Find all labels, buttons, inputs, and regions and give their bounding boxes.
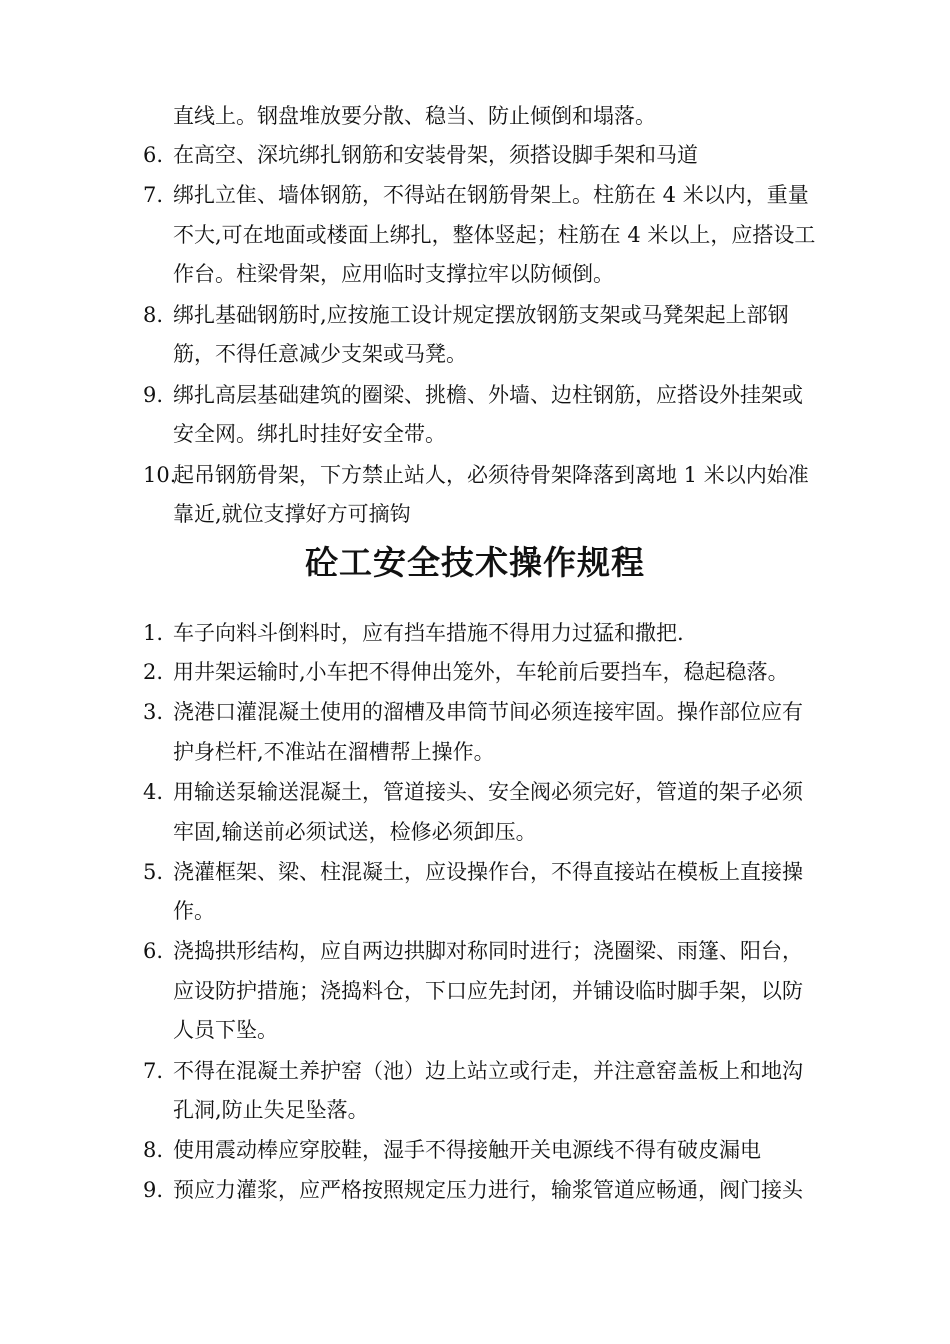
item-number: 9. — [143, 383, 164, 407]
item-text: 人员下坠。 — [173, 1018, 278, 1042]
item-text: 起吊钢筋骨架，下方禁止站人，必须待骨架降落到离地 1 米以内始准 — [173, 463, 809, 487]
item-text: 浇灌框架、梁、柱混凝土，应设操作台，不得直接站在模板上直接操 — [173, 860, 803, 884]
item-text: 用井架运输时,小车把不得伸出笼外，车轮前后要挡车，稳起稳落。 — [173, 660, 789, 684]
list-item — [0, 1130, 950, 1170]
item-text: 预应力灌浆，应严格按照规定压力进行，输浆管道应畅通，阀门接头 — [173, 1178, 803, 1202]
item-text: 绑扎立隹、墙体钢筋，不得站在钢筋骨架上。柱筋在 4 米以内，重量 — [173, 183, 809, 207]
item-text: 浇捣拱形结构，应自两边拱脚对称同时进行；浇圈梁、雨篷、阳台， — [173, 939, 803, 963]
item-text: 浇港口灌混凝土使用的溜槽及串筒节间必须连接牢固。操作部位应有 — [173, 700, 803, 724]
item-number: 3. — [143, 700, 164, 724]
item-text: 直线上。钢盘堆放要分散、稳当、防止倾倒和塌落。 — [173, 104, 656, 128]
list-item-continuation — [0, 1090, 950, 1130]
list-item-continuation — [0, 812, 950, 852]
item-text: 靠近,就位支撑好方可摘钩 — [173, 502, 411, 526]
item-text: 安全网。绑扎时挂好安全带。 — [173, 422, 446, 446]
list-item — [0, 852, 950, 892]
item-number: 9. — [143, 1178, 164, 1202]
item-text: 作台。柱梁骨架，应用临时支撑拉牢以防倾倒。 — [173, 262, 614, 286]
list-item — [0, 772, 950, 812]
item-number: 8. — [143, 303, 164, 327]
item-number: 7. — [143, 183, 164, 207]
section-title: 砼工安全技术操作规程 — [305, 543, 645, 582]
list-item — [0, 175, 950, 215]
item-text: 使用震动棒应穿胶鞋，湿手不得接触开关电源线不得有破皮漏电 — [173, 1138, 761, 1162]
list-item-continuation — [0, 414, 950, 454]
item-number: 10. — [143, 463, 177, 487]
list-item — [0, 931, 950, 971]
list-item — [0, 1170, 950, 1210]
item-number — [143, 494, 173, 534]
list-item — [0, 1051, 950, 1091]
list-item-continuation — [0, 971, 950, 1011]
item-text: 车子向料斗倒料时，应有挡车措施不得用力过猛和撒把. — [173, 621, 684, 645]
item-text: 筋，不得任意减少支架或马凳。 — [173, 342, 467, 366]
paragraph-line — [0, 96, 950, 136]
item-text: 应设防护措施；浇捣料仓，下口应先封闭，并铺设临时脚手架，以防 — [173, 979, 803, 1003]
item-text: 在高空、深坑绑扎钢筋和安装骨架，须搭设脚手架和马道 — [173, 143, 698, 167]
list-item — [0, 295, 950, 335]
list-item-continuation — [0, 334, 950, 374]
item-number — [143, 971, 173, 1011]
item-text: 作。 — [173, 899, 215, 923]
item-number: 1. — [143, 621, 164, 645]
list-item-continuation — [0, 215, 950, 255]
item-text: 孔洞,防止失足坠落。 — [173, 1098, 369, 1122]
item-number: 4. — [143, 780, 164, 804]
item-number — [143, 414, 173, 454]
item-number — [143, 1010, 173, 1050]
list-item — [0, 455, 950, 495]
item-number — [143, 891, 173, 931]
list-item-continuation — [0, 494, 950, 534]
item-number: 6. — [143, 939, 164, 963]
list-item-continuation — [0, 1010, 950, 1050]
list-item-continuation — [0, 254, 950, 294]
item-number: 2. — [143, 660, 164, 684]
list-item — [0, 375, 950, 415]
item-number — [143, 334, 173, 374]
list-item-continuation — [0, 732, 950, 772]
item-text: 牢固,输送前必须试送，检修必须卸压。 — [173, 820, 537, 844]
list-item-continuation — [0, 891, 950, 931]
item-number — [143, 732, 173, 772]
item-text: 绑扎高层基础建筑的圈梁、挑檐、外墙、边柱钢筋，应搭设外挂架或 — [173, 383, 803, 407]
item-text: 绑扎基础钢筋时,应按施工设计规定摆放钢筋支架或马凳架起上部钢 — [173, 303, 789, 327]
item-number: 8. — [143, 1138, 164, 1162]
item-number — [143, 215, 173, 255]
list-item — [0, 613, 950, 653]
item-number: 6. — [143, 143, 164, 167]
item-number — [143, 96, 173, 136]
item-number — [143, 812, 173, 852]
item-number: 5. — [143, 860, 164, 884]
item-number — [143, 1090, 173, 1130]
item-number — [143, 254, 173, 294]
list-item — [0, 135, 950, 175]
item-text: 不大,可在地面或楼面上绑扎，整体竖起；柱筋在 4 米以上，应搭设工 — [173, 223, 816, 247]
item-text: 护身栏杆,不准站在溜槽帮上操作。 — [173, 740, 495, 764]
item-text: 不得在混凝土养护窑（池）边上站立或行走，并注意窑盖板上和地沟 — [173, 1059, 803, 1083]
list-item — [0, 692, 950, 732]
list-item — [0, 652, 950, 692]
item-number: 7. — [143, 1059, 164, 1083]
item-text: 用输送泵输送混凝土，管道接头、安全阀必须完好，管道的架子必须 — [173, 780, 803, 804]
